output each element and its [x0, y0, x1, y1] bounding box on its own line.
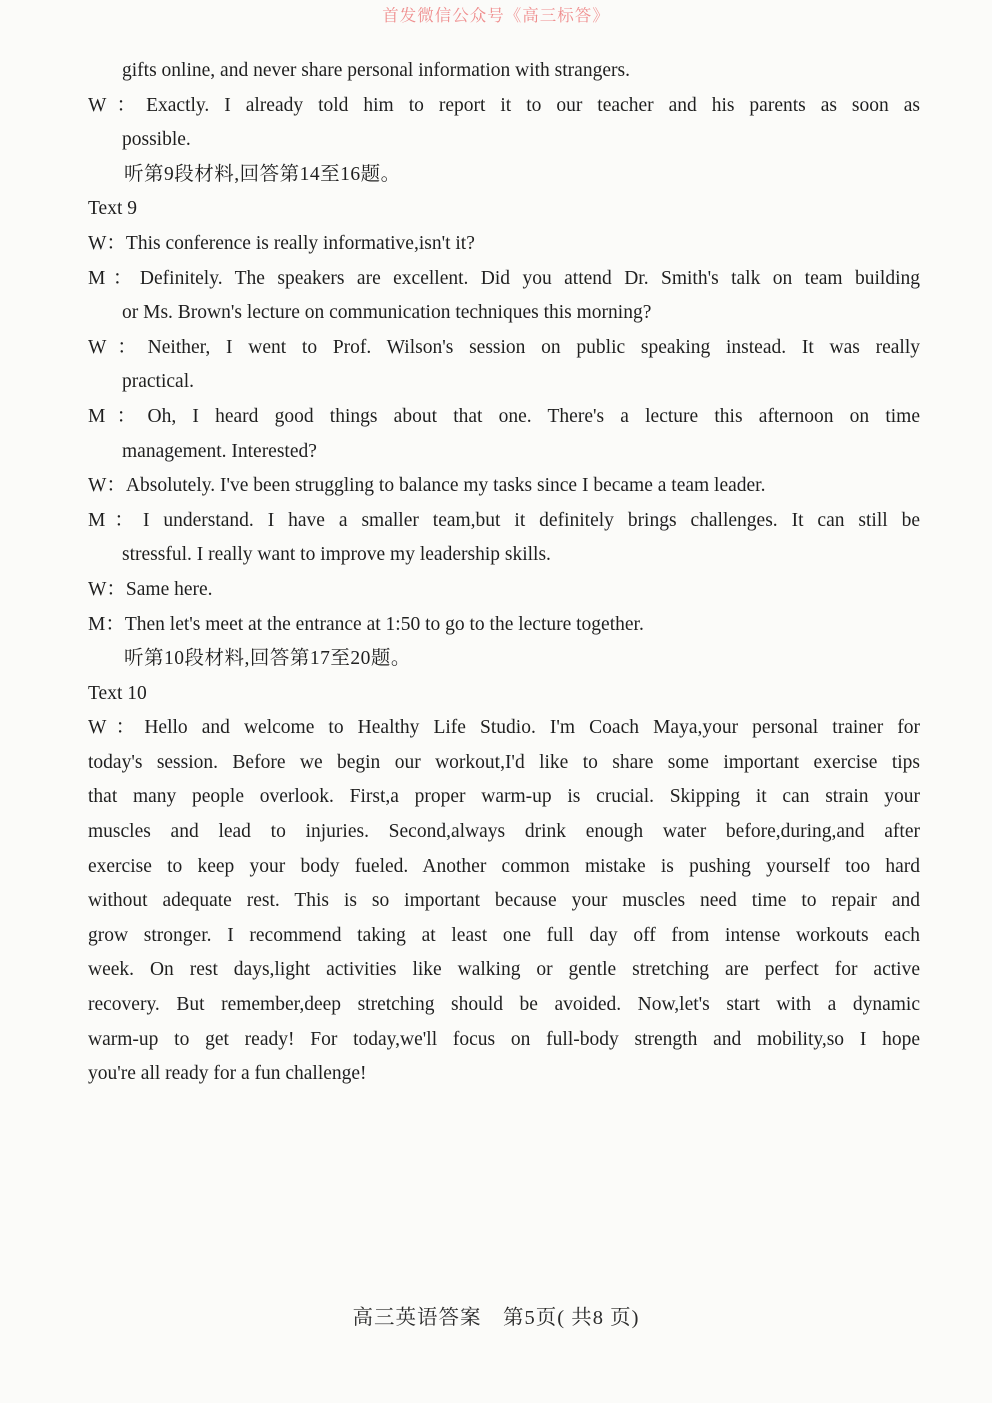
transcript-line: [88, 711, 920, 746]
line-text: muscles and lead to injuries. Second,always drink enough water before,during,and after: [88, 821, 920, 843]
line-text: exercise to keep your body fueled. Another common mistake is pushing yourself too hard: [88, 855, 920, 877]
line-text: 听第10段材料,回答第17至20题。: [124, 648, 411, 670]
transcript-line: [88, 89, 920, 124]
line-text: Text 10: [88, 682, 147, 704]
transcript-line: [88, 746, 920, 781]
speaker-label: W：: [88, 717, 145, 739]
transcript-line: [88, 262, 920, 297]
speaker-label: W：: [88, 232, 126, 254]
line-text: Text 9: [88, 198, 137, 220]
transcript-line: [88, 227, 920, 262]
speaker-label: M：: [88, 405, 148, 427]
transcript-line: [88, 365, 920, 400]
line-text: Absolutely. I've been struggling to balance my tasks since I became a team leader.: [125, 475, 766, 497]
speaker-label: M：: [88, 267, 140, 289]
transcript-line: [88, 331, 920, 366]
transcript-line: [88, 953, 920, 988]
transcript-line: [88, 54, 920, 89]
speaker-label: W：: [88, 94, 147, 116]
line-text: possible.: [122, 129, 191, 151]
transcript-line: [88, 192, 920, 227]
transcript-line: [88, 884, 920, 919]
line-text: without adequate rest. This is so important because your muscles need time to repair and: [88, 890, 920, 912]
line-text: practical.: [122, 371, 194, 393]
line-text: 听第9段材料,回答第14至16题。: [124, 163, 401, 185]
transcript-line: [88, 677, 920, 712]
line-text: Definitely. The speakers are excellent. Did you attend Dr. Smith's talk on team building: [139, 267, 920, 289]
transcript-line: [88, 400, 920, 435]
transcript-line: [88, 158, 920, 193]
transcript-line: [88, 504, 920, 539]
speaker-label: M：: [88, 509, 143, 531]
transcript-line: [88, 435, 920, 470]
page-footer: 高三英语答案 第5页( 共8 页): [352, 1307, 640, 1329]
transcript-line: [88, 988, 920, 1023]
speaker-label: W：: [88, 578, 126, 600]
line-text: Oh, I heard good things about that one. There's a lecture this afternoon on time: [147, 405, 921, 427]
line-text: Neither, I went to Prof. Wilson's session on public speaking instead. It was really: [147, 336, 920, 358]
line-text: Then let's meet at the entrance at 1:50 to go to the lecture together.: [124, 613, 644, 635]
line-text: Exactly. I already told him to report it to our teacher and his parents as soon as: [146, 94, 920, 116]
line-text: Same here.: [125, 578, 213, 600]
line-text: or Ms. Brown's lecture on communication techniques this morning?: [122, 302, 652, 324]
transcript-line: [88, 1057, 920, 1092]
line-text: you're all ready for a fun challenge!: [88, 1063, 367, 1085]
line-text: gifts online, and never share personal information with strangers.: [122, 60, 630, 81]
transcript-line: [88, 608, 920, 643]
transcript-line: [88, 573, 920, 608]
transcript: [88, 54, 920, 1092]
line-text: that many people overlook. First,a proper warm-up is crucial. Skipping it can strain your: [88, 786, 920, 808]
line-text: today's session. Before we begin our workout,I'd like to share some important exercise tips: [88, 751, 920, 773]
transcript-line: [88, 850, 920, 885]
speaker-label: W：: [88, 475, 126, 497]
transcript-line: [88, 780, 920, 815]
speaker-label: M：: [88, 613, 125, 635]
line-text: week. On rest days,light activities like walking or gentle stretching are perfect for active: [88, 959, 920, 981]
watermark: 首发微信公众号《高三标答》: [382, 6, 610, 25]
transcript-line: [88, 538, 920, 573]
transcript-line: [88, 919, 920, 954]
line-text: I understand. I have a smaller team,but it definitely brings challenges. It can still be: [142, 509, 921, 531]
line-text: Hello and welcome to Healthy Life Studio. I'm Coach Maya,your personal trainer for: [144, 717, 921, 739]
transcript-line: [88, 296, 920, 331]
line-text: stressful. I really want to improve my leadership skills.: [122, 544, 551, 566]
line-text: This conference is really informative,isn't it?: [125, 232, 475, 254]
line-text: management. Interested?: [122, 440, 317, 462]
transcript-line: [88, 815, 920, 850]
line-text: grow stronger. I recommend taking at least one full day off from intense workouts each: [88, 924, 920, 946]
transcript-line: [88, 123, 920, 158]
speaker-label: W：: [88, 336, 148, 358]
transcript-line: [88, 1023, 920, 1058]
transcript-line: [88, 642, 920, 677]
line-text: recovery. But remember,deep stretching should be avoided. Now,let's start with a dynamic: [88, 994, 920, 1016]
line-text: warm-up to get ready! For today,we'll focus on full-body strength and mobility,so I hope: [88, 1028, 920, 1050]
transcript-line: [88, 469, 920, 504]
